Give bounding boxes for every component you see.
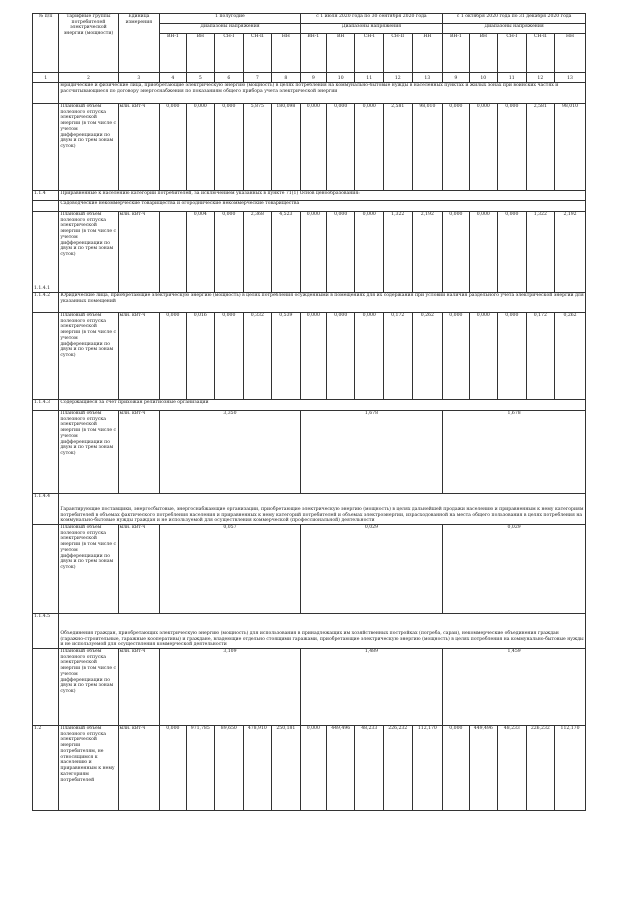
value-cell: 1,322 [383, 212, 412, 293]
level-nn: НН [412, 34, 443, 73]
value-cell: 0,000 [300, 313, 326, 400]
unit-cell: млн. кВт·ч [118, 212, 160, 293]
voltage-range-3: Диапазоны напряжения [443, 24, 586, 34]
item-number [33, 525, 59, 614]
header-row-periods [33, 14, 586, 24]
volume-row [33, 726, 586, 811]
unit-cell: млн. кВт·ч [118, 649, 160, 726]
column-number: 8 [272, 73, 301, 83]
value-cell: 89,650 [215, 726, 244, 811]
header-unit: Единица измерения [118, 14, 160, 73]
item-number: 1.2 [33, 726, 59, 811]
header-group: Тарифные группы потребителей электрической энергии (мощности) [59, 14, 118, 73]
value-cell: 2,192 [412, 212, 443, 293]
column-number: 7 [243, 73, 272, 83]
value-cell: 0,000 [498, 212, 527, 293]
item-number [33, 411, 59, 494]
value-cell: 0,000 [215, 104, 244, 191]
item-number: 1.1.4.5 [33, 614, 59, 649]
level-vn: ВН [186, 34, 215, 73]
column-number: 3 [118, 73, 160, 83]
item-number [33, 104, 59, 191]
item-number [33, 83, 59, 104]
value-cell: 0,016 [186, 313, 215, 400]
column-number: 11 [355, 73, 384, 83]
item-number [33, 649, 59, 726]
value-cell: 0,000 [469, 313, 498, 400]
value-cell: 2,192 [555, 212, 586, 293]
item-number: 1.1.4.1 [33, 212, 59, 293]
value-cell: 0,000 [160, 313, 186, 400]
level-nn: НН [555, 34, 586, 73]
value-cell: 1,678 [300, 411, 443, 494]
tariff-table [32, 13, 586, 811]
value-cell: 0,004 [186, 212, 215, 293]
column-number: 4 [160, 73, 186, 83]
value-cell: 0,000 [355, 104, 384, 191]
column-number: 2 [59, 73, 118, 83]
item-number [33, 313, 59, 400]
header-period-2: с 1 июля 2020 года по 30 сентября 2020 года [300, 14, 443, 24]
section-description: юридические и физические лица, приобретающие электрическую энергию (мощность) в целях потребления на коммунально-бытовые нужды в населенных пунктах и жилых зонах при воинских частях и рассчитывающиеся по договору энергоснабжения по показаниям общего прибора учета электрической энергии [59, 83, 586, 104]
level-sn1: СН-I [498, 34, 527, 73]
value-cell: 0,029 [300, 525, 443, 614]
value-cell: 0,000 [300, 726, 326, 811]
item-number: 1.1.4.3 [33, 400, 59, 411]
value-cell: 478,910 [243, 726, 272, 811]
value-cell: 98,010 [412, 104, 443, 191]
value-cell: 98,010 [555, 104, 586, 191]
value-cell: 112,170 [412, 726, 443, 811]
value-cell: 0,000 [469, 212, 498, 293]
value-cell: 3,350 [160, 411, 300, 494]
volume-label: Плановый объем полезного отпуска электрической энергии (в том числе с учетом дифференциации по двум и по трем зонам суток) [59, 411, 118, 494]
level-sn2: СН-II [526, 34, 555, 73]
column-number: 6 [215, 73, 244, 83]
unit-cell: млн. кВт·ч [118, 313, 160, 400]
value-cell: 2,581 [526, 104, 555, 191]
section-title-row [33, 191, 586, 201]
value-cell: 250,181 [272, 726, 301, 811]
column-number: 9 [300, 73, 326, 83]
column-number: 12 [383, 73, 412, 83]
column-number: 5 [186, 73, 215, 83]
header-number: № п/п [33, 14, 59, 73]
volume-row [33, 411, 586, 494]
volume-label: Плановый объем полезного отпуска электрической энергии потребителям, не относящимся к населению и приравненным к нему категориям потребителей [59, 726, 118, 811]
value-cell: 0,000 [355, 313, 384, 400]
section-title: Приравненные к населению категории потребителей, за исключением указанных в пункте 71(1) Основ ценообразования: [59, 191, 586, 201]
value-cell: 0,539 [272, 313, 301, 400]
column-number: 13 [412, 73, 443, 83]
value-cell: 0,000 [443, 212, 469, 293]
value-cell: 0,000 [300, 212, 326, 293]
value-cell: 0,000 [300, 104, 326, 191]
value-cell: 1,678 [443, 411, 586, 494]
column-number: 10 [326, 73, 355, 83]
volume-row [33, 649, 586, 726]
section-description-row [33, 494, 586, 525]
header-period-3: с 1 октября 2020 года по 31 декабря 2020 года [443, 14, 586, 24]
value-cell: 0,262 [555, 313, 586, 400]
level-nn: НН [272, 34, 301, 73]
volume-label: Плановый объем полезного отпуска электрической энергии (в том числе с учетом дифференциации по двум и по трем зонам суток) [59, 212, 118, 293]
section-description: Содержащиеся за счет прихожан религиозные организации [59, 400, 586, 411]
volume-label: Плановый объем полезного отпуска электрической энергии (в том числе с учетом дифференциации по двум и по трем зонам суток) [59, 313, 118, 400]
value-cell: 226,232 [526, 726, 555, 811]
value-cell: 0,000 [160, 104, 186, 191]
value-cell: 5,875 [243, 104, 272, 191]
level-sn1: СН-I [215, 34, 244, 73]
volume-row [33, 212, 586, 293]
section-description-row [33, 400, 586, 411]
level-vn1: ВН-1 [160, 34, 186, 73]
level-vn: ВН [326, 34, 355, 73]
value-cell: 0,000 [355, 212, 384, 293]
unit-cell: млн. кВт·ч [118, 525, 160, 614]
value-cell: 0,000 [326, 313, 355, 400]
value-cell: 2,581 [383, 104, 412, 191]
column-number: 12 [526, 73, 555, 83]
value-cell: 0,000 [498, 313, 527, 400]
value-cell: 2,368 [243, 212, 272, 293]
value-cell: 0,262 [412, 313, 443, 400]
item-number: 1.1.4 [33, 191, 59, 201]
column-number: 1 [33, 73, 59, 83]
value-cell: 180,098 [272, 104, 301, 191]
level-sn1: СН-I [355, 34, 384, 73]
section-description: Объединения граждан, приобретающих электрическую энергию (мощность) для использования в принадлежащих им хозяйственных постройках (погреба, сараи), некоммерческие объединения граждан (гаражно-строительные, гаражные кооперативы) и граждане, владеющие отдельно стоящими гаражами, приобретающие электрическую энергию (мощность) в целях потребления на коммунально-бытовые нужды и не используемой для осуществления коммерческой деятельности [59, 614, 586, 649]
section-description-row [33, 293, 586, 313]
value-cell: 226,232 [383, 726, 412, 811]
column-number: 13 [555, 73, 586, 83]
value-cell: 0,000 [215, 313, 244, 400]
value-cell: 449,496 [326, 726, 355, 811]
level-vn: ВН [469, 34, 498, 73]
value-cell: 0,000 [469, 104, 498, 191]
level-vn1: ВН-1 [443, 34, 469, 73]
value-cell: 0,000 [215, 212, 244, 293]
column-number: 10 [469, 73, 498, 83]
value-cell: 0,000 [498, 104, 527, 191]
value-cell: 1,322 [526, 212, 555, 293]
value-cell: 0,000 [443, 104, 469, 191]
value-cell: 0,000 [443, 313, 469, 400]
unit-cell: млн. кВт·ч [118, 726, 160, 811]
value-cell: 0,172 [383, 313, 412, 400]
value-cell: 0,029 [443, 525, 586, 614]
volume-label: Плановый объем полезного отпуска электрической энергии (в том числе с учетом дифференциации по двум и по трем зонам суток) [59, 525, 118, 614]
level-sn2: СН-II [243, 34, 272, 73]
section-description-row [33, 614, 586, 649]
value-cell: 0,000 [443, 726, 469, 811]
value-cell: 0,000 [326, 104, 355, 191]
item-number: 1.1.4.2 [33, 293, 59, 313]
value-cell: 0,332 [243, 313, 272, 400]
column-number: 11 [498, 73, 527, 83]
value-cell: 0,000 [186, 104, 215, 191]
section-description: Гарантирующие поставщики, энергосбытовые, энергоснабжающие организации, приобретающие электрическую энергию (мощность) в целях дальнейшей продажи населению и приравненным к нему категориям потребителей в объемах фактического потребления населения и приравненных к нему категорий потребителей и объемах электроэнергии, израсходованной на места общего пользования в целях потребления на коммунально-бытовые нужды граждан и не используемой для осуществления коммерческой (профессиональной) деятельности [59, 494, 586, 525]
voltage-range-1: Диапазоны напряжения [160, 24, 300, 34]
section-description-row [33, 201, 586, 212]
volume-row [33, 313, 586, 400]
value-cell: 0,172 [526, 313, 555, 400]
volume-row [33, 525, 586, 614]
value-cell: 3,109 [160, 649, 300, 726]
value-cell [160, 212, 186, 293]
column-number: 9 [443, 73, 469, 83]
value-cell: 1,459 [443, 649, 586, 726]
value-cell: 0,000 [326, 212, 355, 293]
value-cell: 971,785 [186, 726, 215, 811]
level-sn2: СН-II [383, 34, 412, 73]
header-period-1: 1 полугодие [160, 14, 300, 24]
value-cell: 0,000 [160, 726, 186, 811]
value-cell: 112,170 [555, 726, 586, 811]
value-cell: 48,233 [498, 726, 527, 811]
volume-label: Плановый объем полезного отпуска электрической энергии (в том числе с учетом дифференциации по двум и по трем зонам суток) [59, 104, 118, 191]
value-cell: 0,057 [160, 525, 300, 614]
section-description-row [33, 83, 586, 104]
value-cell: 1,489 [300, 649, 443, 726]
level-vn1: ВН-1 [300, 34, 326, 73]
voltage-range-2: Диапазоны напряжения [300, 24, 443, 34]
volume-row [33, 104, 586, 191]
header-column-numbers [33, 73, 586, 83]
section-description: Юридические лица, приобретающие электрическую энергию (мощность) в целях потребления осужденными в помещениях для их содержания при условии наличия раздельного учета электрической энергии для указанных помещений [59, 293, 586, 313]
section-description: Садоводческие некоммерческие товарищества и огороднические некоммерческие товарищества [59, 201, 586, 212]
value-cell: 4,523 [272, 212, 301, 293]
item-number [33, 201, 59, 212]
unit-cell: млн. кВт·ч [118, 104, 160, 191]
volume-label: Плановый объем полезного отпуска электрической энергии (в том числе с учетом дифференциации по двум и по трем зонам суток) [59, 649, 118, 726]
item-number: 1.1.4.4 [33, 494, 59, 525]
value-cell: 48,233 [355, 726, 384, 811]
unit-cell: млн. кВт·ч [118, 411, 160, 494]
value-cell: 449,496 [469, 726, 498, 811]
